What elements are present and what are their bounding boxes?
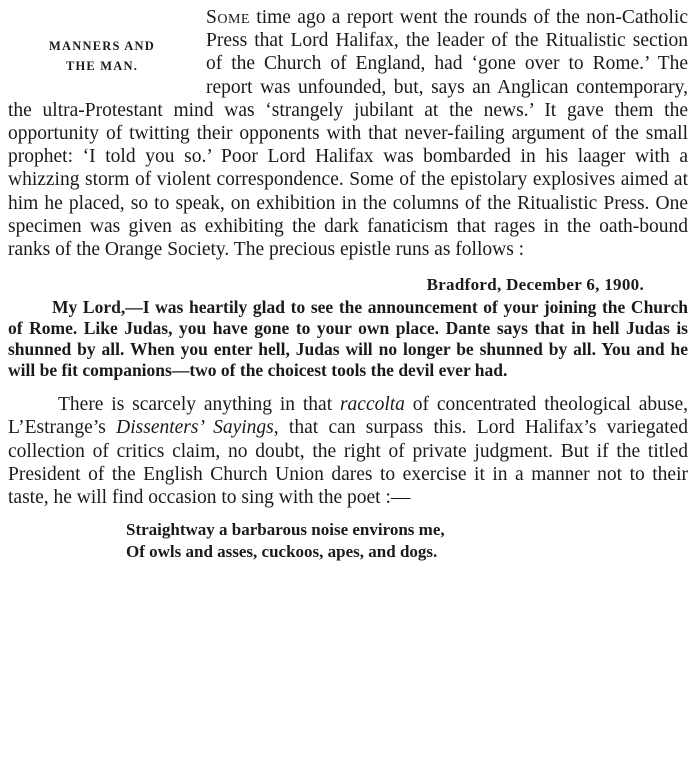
paragraph-2-italic-title: Dissenters’ Sayings <box>116 417 274 439</box>
paragraph-1-lead: Some <box>206 7 250 28</box>
paragraph-2-part-b: of concentrated theological abuse, L’Estrange’s <box>8 394 688 439</box>
marginal-heading-line-1: MANNERS AND <box>49 39 155 53</box>
paragraph-2-italic-raccolta: raccolta <box>339 394 405 416</box>
document-page <box>8 6 688 562</box>
verse-quotation <box>126 519 688 562</box>
paragraph-2-part-c: , that can surpass this. Lord Halifax’s variegated collection of critics claim, no doubt, the right of private judgment. But if the titled President of the English Church Union dares to exercise it in a manner not to their taste, he will find occasion to sing with the poet :— <box>8 417 689 509</box>
paragraph-1-text: time ago a report went the rounds of the non-Catholic Press that Lord Halifax, the leader of the Ritualistic section of the Church of England, had ‘gone over to Rome.’ The report was unfounded, but, says an Anglican contemporary, the ultra-Protestant mind was ‘strangely jubilant at the news.’ It gave them the opportunity of twitting their opponents with that never-failing argument of the small prophet: ‘I told you so.’ Poor Lord Halifax was bombarded in his laager with a whizzing storm of violent correspondence. Some of the epistolary explosives aimed at him he placed, so to speak, on exhibition in the columns of the Ritualistic Press. One specimen was given as exhibiting the dark fanaticism that rages in the oath-bound ranks of the Orange Society. The precious epistle runs as follows : <box>8 7 688 261</box>
verse-line-1: Straightway a barbarous noise environs me, <box>126 520 445 540</box>
quoted-letter: My Lord,—I was heartily glad to see the announcement of your joining the Church of Rome. Like Judas, you have gone to your own place. Dante says that in hell Judas is shunned by all. When you enter hell, Judas will no longer be shunned by all. You and he will be fit companions—two of the choicest tools the devil ever had. <box>8 297 688 381</box>
letter-dateline: Bradford, December 6, 1900. <box>426 275 644 295</box>
marginal-heading-line-2: THE MAN. <box>65 59 139 73</box>
verse-line-2: Of owls and asses, cuckoos, apes, and dogs. <box>126 541 438 561</box>
paragraph-2 <box>8 393 688 509</box>
paragraph-2-part-a: There is scarcely anything in that <box>58 394 340 416</box>
marginal-heading <box>8 36 196 76</box>
